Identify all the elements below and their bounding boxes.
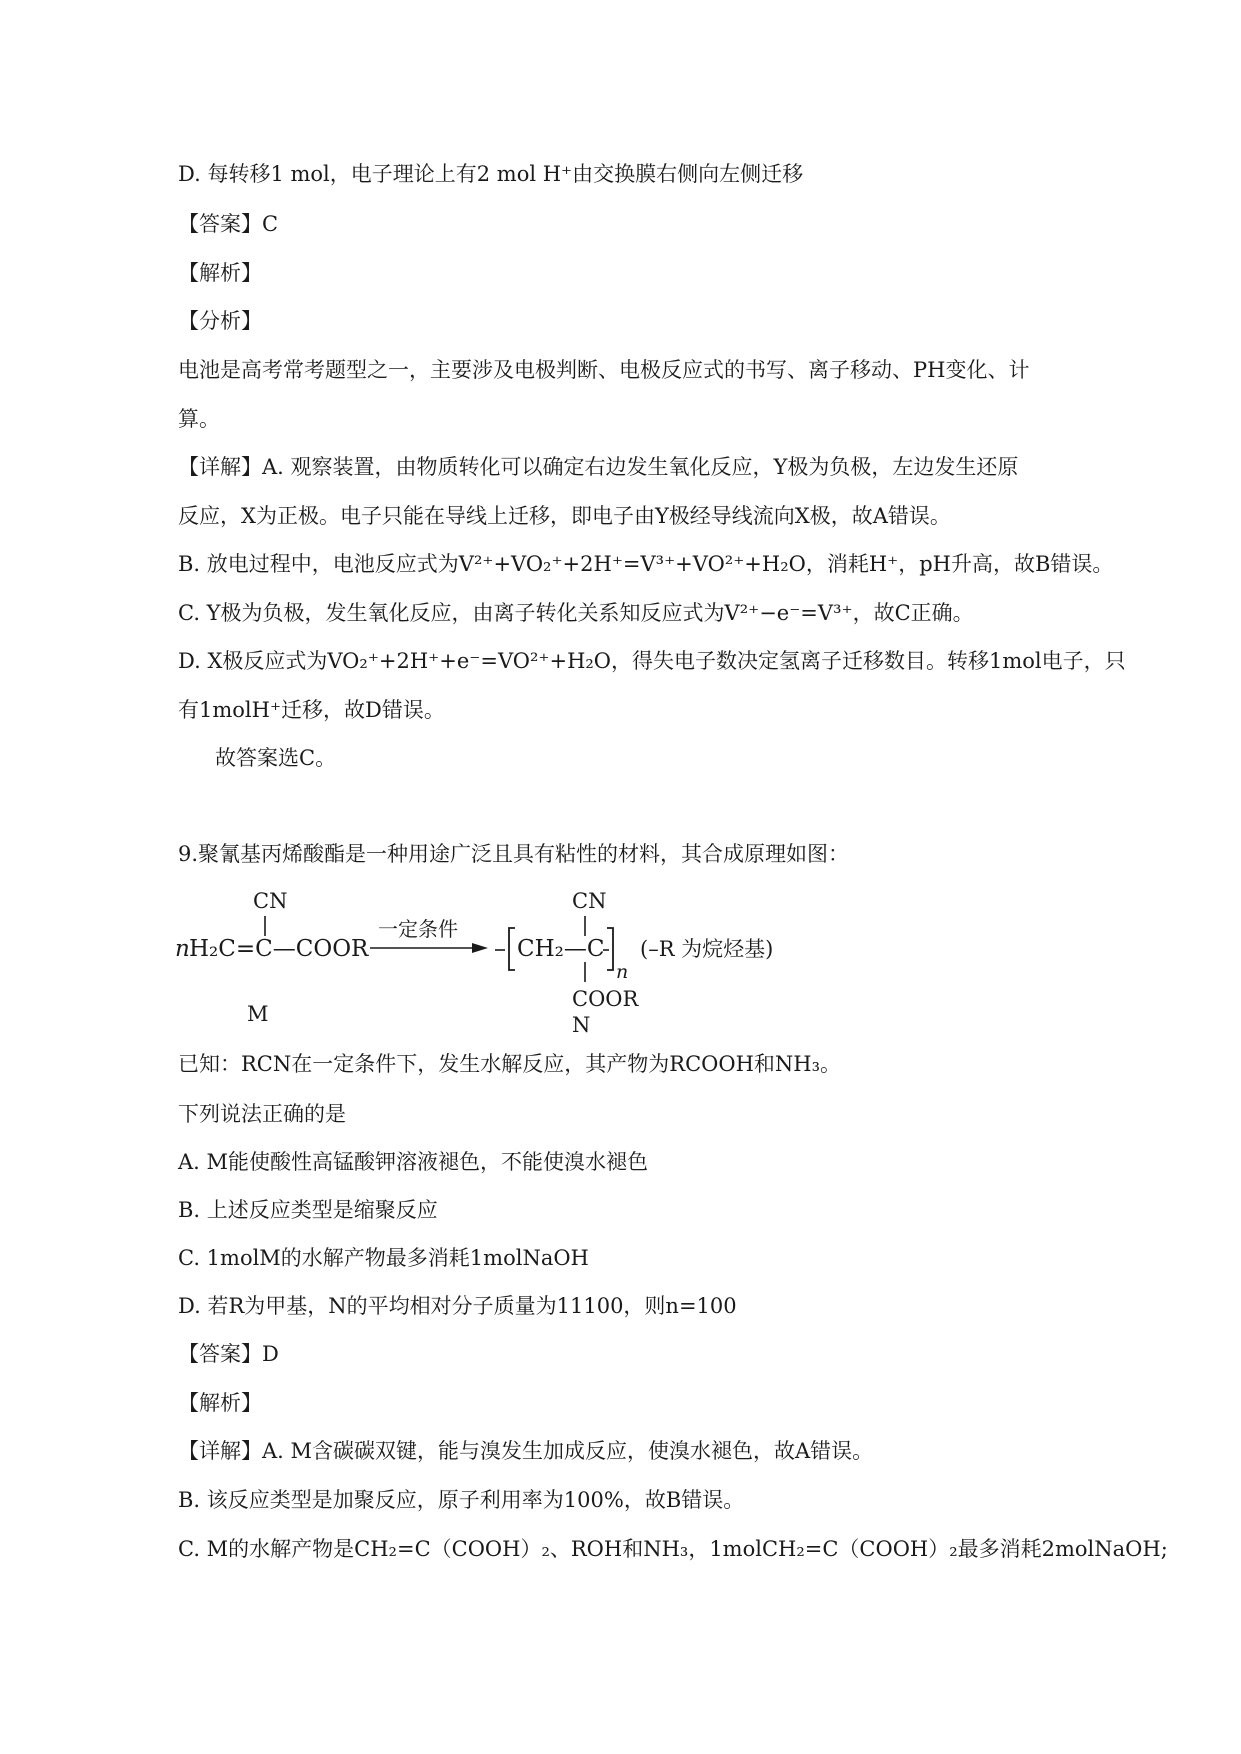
q9-detail-c: C. M的水解产物是CH₂=C（COOH）₂、ROH和NH₃，1molCH₂=C（COOH）₂最多消耗2molNaOH;: [178, 1537, 1168, 1561]
prev-fenxi-line-1: 电池是高考常考题型之一，主要涉及电极判断、电极反应式的书写、离子移动、PH变化、计: [178, 358, 1030, 382]
prev-detail-d-line-1: D. X极反应式为VO₂⁺+2H⁺+e⁻=VO²⁺+H₂O，得失电子数决定氢离子迁移数目。转移1mol电子，只: [178, 649, 1126, 673]
label-n: N: [572, 1013, 591, 1037]
q9-option-b: B. 上述反应类型是缩聚反应: [178, 1198, 438, 1222]
q9-analysis-heading: 【解析】: [178, 1391, 262, 1415]
q9-known: 已知：RCN在一定条件下，发生水解反应，其产物为RCOOH和NH₃。: [178, 1052, 841, 1076]
polymer-degree: n: [616, 961, 629, 983]
q9-detail-a: 【详解】A. M含碳碳双键，能与溴发生加成反应，使溴水褪色，故A错误。: [178, 1439, 874, 1463]
q9-ask: 下列说法正确的是: [178, 1102, 346, 1126]
prev-analysis-heading: 【解析】: [178, 261, 262, 285]
prev-answer: 【答案】C: [178, 212, 279, 236]
prev-conclusion: 故答案选C。: [215, 746, 337, 770]
monomer-coefficient: n: [175, 936, 190, 962]
q9-answer: 【答案】D: [178, 1342, 279, 1366]
monomer-formula: H₂C=C—COOR: [189, 936, 369, 962]
reaction-condition: 一定条件: [378, 917, 458, 941]
r-group-note: (–R 为烷烃基): [640, 937, 774, 961]
prev-fenxi-line-2: 算。: [178, 407, 220, 431]
prev-fenxi-heading: 【分析】: [178, 309, 262, 333]
q9-option-d: D. 若R为甲基，N的平均相对分子质量为11100，则n=100: [178, 1294, 737, 1318]
q9-option-a: A. M能使酸性高锰酸钾溶液褪色，不能使溴水褪色: [178, 1150, 649, 1174]
prev-detail-b: B. 放电过程中，电池反应式为V²⁺+VO₂⁺+2H⁺=V³⁺+VO²⁺+H₂O，消耗H⁺，pH升高，故B错误。: [178, 552, 1114, 576]
reaction-diagram: [170, 888, 830, 1046]
q9-detail-b: B. 该反应类型是加聚反应，原子利用率为100%，故B错误。: [178, 1488, 745, 1512]
polymer-right-bracket: [607, 928, 613, 970]
reaction-arrowhead: [472, 943, 488, 953]
prev-detail-d-line-2: 有1molH⁺迁移，故D错误。: [178, 698, 445, 722]
prev-detail-c: C. Y极为负极，发生氧化反应，由离子转化关系知反应式为V²⁺−e⁻=V³⁺，故C正确。: [178, 601, 974, 625]
prev-detail-a-line-2: 反应，X为正极。电子只能在导线上迁移，即电子由Y极经导线流向X极，故A错误。: [178, 504, 951, 528]
label-m: M: [247, 1002, 269, 1026]
polymer-chain: CH₂—C: [517, 936, 605, 962]
q9-stem: 9.聚氰基丙烯酸酯是一种用途广泛且具有粘性的材料，其合成原理如图：: [178, 842, 850, 866]
polymer-left-bracket: [509, 928, 515, 970]
monomer-cn-label: CN: [253, 889, 288, 913]
prev-detail-a-line-1: 【详解】A. 观察装置，由物质转化可以确定右边发生氧化反应，Y极为负极，左边发生还原: [178, 455, 1019, 479]
polymer-coor: COOR: [572, 987, 639, 1011]
polymer-cn-label: CN: [572, 889, 607, 913]
prev-option-d: D. 每转移1 mol，电子理论上有2 mol H⁺由交换膜右侧向左侧迁移: [178, 162, 804, 186]
q9-option-c: C. 1molM的水解产物最多消耗1molNaOH: [178, 1246, 589, 1270]
